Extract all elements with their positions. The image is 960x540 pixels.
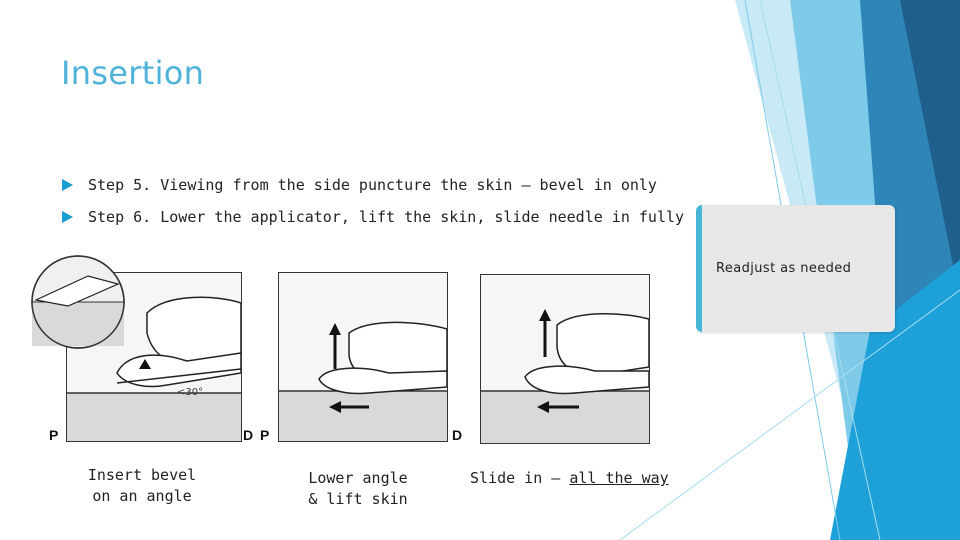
angle-label: <30°: [177, 387, 204, 398]
caption-lower-angle: [302, 468, 414, 510]
caption-line: Insert bevel: [87, 466, 197, 484]
bullet-text: Step 5. Viewing from the side puncture the skin – bevel in only: [88, 176, 657, 194]
figure-slide-in: [480, 274, 650, 444]
caption-slide-in: [470, 468, 669, 489]
bullet-step-6: [62, 203, 684, 235]
caption-line: & lift skin: [308, 490, 408, 508]
figure-2-label-p: P: [260, 427, 270, 443]
figure-1-label-d: D: [243, 427, 254, 443]
slide-title: Insertion: [61, 54, 205, 92]
callout-text: Readjust as needed: [716, 261, 852, 276]
caption-line: Lower angle: [308, 469, 408, 487]
hand-applicator-illustration: [481, 275, 649, 443]
figure-2-label-d: D: [452, 427, 463, 443]
caption-insert-bevel: [86, 465, 198, 507]
figure-lower-angle: [278, 272, 448, 442]
bullet-step-5: [62, 171, 684, 203]
caption-line: on an angle: [92, 487, 192, 505]
magnified-bevel-inset: [28, 254, 128, 354]
caption-emphasis: all the way: [569, 469, 669, 487]
hand-applicator-illustration: [279, 273, 447, 441]
bullet-arrow-icon: [62, 179, 73, 191]
bullet-list: [62, 171, 684, 235]
caption-prefix: Slide in –: [470, 469, 570, 487]
bullet-arrow-icon: [62, 211, 73, 223]
caption-line: [470, 468, 669, 489]
figure-1-label-p: P: [49, 427, 59, 443]
bullet-text: Step 6. Lower the applicator, lift the skin, slide needle in fully: [88, 208, 685, 226]
